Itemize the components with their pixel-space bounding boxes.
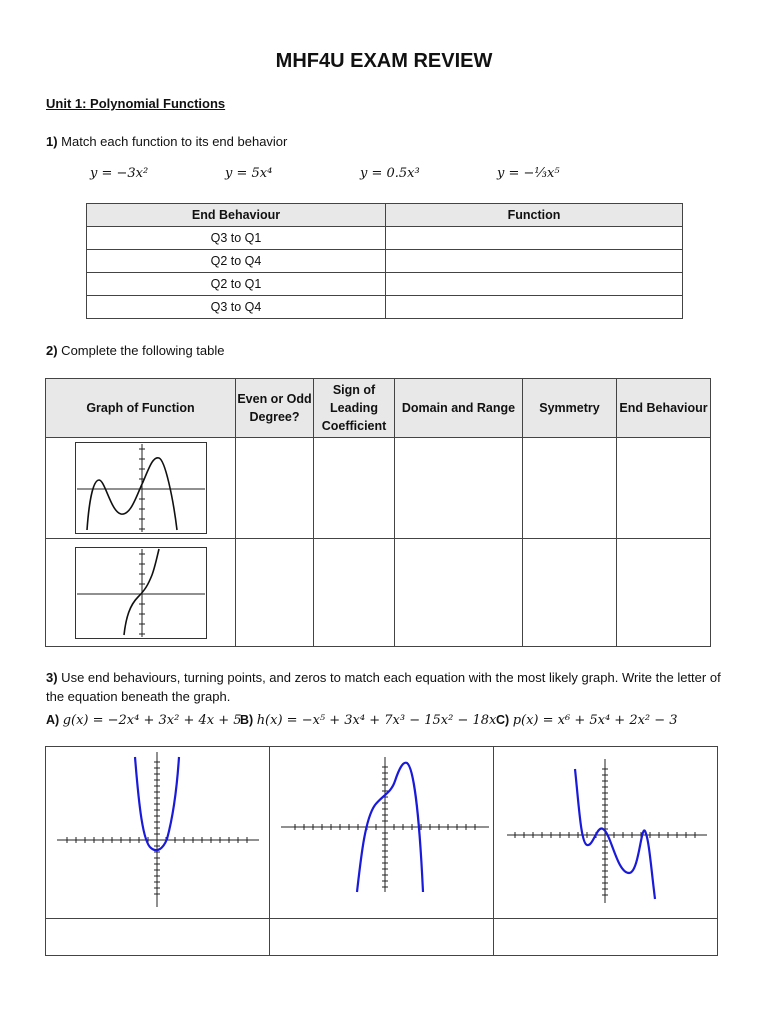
page-title: MHF4U EXAM REVIEW <box>275 50 493 72</box>
equation-b-expr: h(x) = −x⁵ + 3x⁴ + 7x³ − 15x² − 18x <box>256 713 497 728</box>
function-answer-cell[interactable] <box>386 296 683 319</box>
end-behaviour-answer-cell[interactable] <box>617 438 711 539</box>
end-behaviour-cell: Q2 to Q1 <box>87 273 386 296</box>
degree-answer-cell[interactable] <box>236 539 314 647</box>
equation-a-letter: A) <box>46 713 60 727</box>
function-answer-cell[interactable] <box>386 250 683 273</box>
question-2 <box>46 343 225 358</box>
function-4: y = −⅓x⁵ <box>497 166 560 181</box>
graph-cell-2 <box>270 747 494 919</box>
equation-a <box>46 713 242 728</box>
matching-graphs-table <box>45 746 718 956</box>
question-2-number: 2) <box>46 343 58 358</box>
question-2-text: Complete the following table <box>57 343 225 358</box>
graph-cell-1 <box>46 747 270 919</box>
header-graph: Graph of Function <box>46 379 236 438</box>
graph-answer-cell-1[interactable] <box>46 919 270 956</box>
question-3-text: Use end behaviours, turning points, and zeros to match each equation with the most likely graph. Write the letter of the equation beneath the graph. <box>46 670 721 704</box>
symmetry-answer-cell[interactable] <box>523 539 617 647</box>
cubic-graph <box>75 547 207 639</box>
end-behaviour-table <box>86 203 683 319</box>
function-3: y = 0.5x³ <box>360 166 420 181</box>
domain-range-answer-cell[interactable] <box>395 539 523 647</box>
function-1: y = −3x² <box>90 166 149 181</box>
end-behaviour-cell: Q3 to Q4 <box>87 296 386 319</box>
equation-a-expr: g(x) = −2x⁴ + 3x² + 4x + 5 <box>62 713 242 728</box>
graph-2 <box>271 747 493 915</box>
equation-c <box>496 713 678 728</box>
domain-range-answer-cell[interactable] <box>395 438 523 539</box>
sign-answer-cell[interactable] <box>314 539 395 647</box>
header-end-behaviour: End Behaviour <box>617 379 711 438</box>
end-behaviour-cell: Q3 to Q1 <box>87 227 386 250</box>
graph-cell-3 <box>494 747 718 919</box>
graph-answer-cell-3[interactable] <box>494 919 718 956</box>
symmetry-answer-cell[interactable] <box>523 438 617 539</box>
function-answer-cell[interactable] <box>386 227 683 250</box>
degree-answer-cell[interactable] <box>236 438 314 539</box>
question-3 <box>46 668 726 706</box>
question-1-number: 1) <box>46 134 58 149</box>
properties-table <box>45 378 711 647</box>
header-domain-range: Domain and Range <box>395 379 523 438</box>
header-end-behaviour: End Behaviour <box>87 204 386 227</box>
header-symmetry: Symmetry <box>523 379 617 438</box>
graph-cell <box>46 539 236 647</box>
graph-cell <box>46 438 236 539</box>
graph-answer-cell-2[interactable] <box>270 919 494 956</box>
header-leading-coefficient: Sign of Leading Coefficient <box>314 379 395 438</box>
equation-b-letter: B) <box>240 713 254 727</box>
equation-b <box>240 713 496 728</box>
function-2: y = 5x⁴ <box>225 166 273 181</box>
graph-3 <box>495 747 717 915</box>
equation-c-letter: C) <box>496 713 510 727</box>
function-answer-cell[interactable] <box>386 273 683 296</box>
question-1 <box>46 134 287 149</box>
quartic-graph <box>75 442 207 534</box>
question-1-text: Match each function to its end behavior <box>57 134 288 149</box>
equation-c-expr: p(x) = x⁶ + 5x⁴ + 2x² − 3 <box>512 713 678 728</box>
unit-heading: Unit 1: Polynomial Functions <box>46 96 226 111</box>
graph-1 <box>47 747 269 915</box>
header-function: Function <box>386 204 683 227</box>
end-behaviour-cell: Q2 to Q4 <box>87 250 386 273</box>
end-behaviour-answer-cell[interactable] <box>617 539 711 647</box>
question-3-number: 3) <box>46 670 58 685</box>
sign-answer-cell[interactable] <box>314 438 395 539</box>
header-degree: Even or Odd Degree? <box>236 379 314 438</box>
